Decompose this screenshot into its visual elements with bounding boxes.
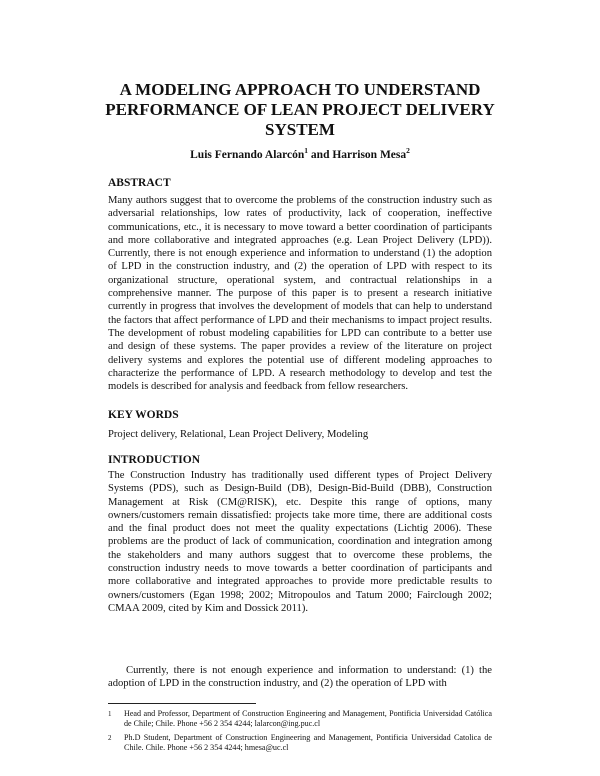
abstract-text: Many authors suggest that to overcome the problems of the construction industry such as adversarial relationships, low rates of productivity, lack of cooperation, ineffective communications, etc., it is necessary to move toward a better coordination of participants and more collaborative and integrated approaches (e.g. Lean Project Delivery (LPD)). Currently, there is not enough experience and information to understand (1) the adoption of LPD in the construction industry, and (2) the operation of LPD with respect to its organizational structure, operational system, and contractual relationships in a comprehensive manner. The purpose of this paper is to present a research initiative currently in progress that involves the development of models that can help to understand the factors that affect performance of LPD and their mechanisms to impact project results. The development of robust modeling capabilities for LPD can contribute to a better use and design of these systems. The paper provides a review of the literature on project delivery systems and explores the potential use of different modeling approaches to characterize the performance of LPD. A research methodology to develop and test the models is described for analysis and feedback from fellow researchers. bbox=[108, 195, 492, 393]
footnote-2-mark: 2 bbox=[108, 734, 112, 742]
footnote-2 bbox=[108, 733, 492, 753]
footnote-1 bbox=[108, 709, 492, 729]
introduction-heading: INTRODUCTION bbox=[108, 454, 201, 466]
abstract-heading: ABSTRACT bbox=[108, 177, 171, 189]
keywords-text: Project delivery, Relational, Lean Project Delivery, Modeling bbox=[108, 429, 369, 440]
footnote-1-text: Head and Professor, Department of Construction Engineering and Management, Pontificia Universidad Católica de Chile; Chile. Phone +56 2 354 4244; lalarcon@ing.puc.cl bbox=[124, 709, 492, 729]
author-conjunction: and bbox=[308, 148, 333, 161]
author-line bbox=[90, 146, 510, 161]
paper-title: A MODELING APPROACH TO UNDERSTAND PERFORMANCE OF LEAN PROJECT DELIVERY SYSTEM bbox=[105, 80, 495, 139]
keywords-heading: KEY WORDS bbox=[108, 409, 179, 421]
introduction-paragraph-1: The Construction Industry has traditionally used different types of Project Delivery Systems (PDS), such as Design-Build (DB), Design-Bid-Build (DBB), Construction Management at Risk (CM@RISK), etc. Despite this range of options, many owners/customers remain dissatisfied: projects take more time, there are additional costs and the final product does not meet the quality expectations (Lichtig 2006). These problems are the product of lack of communication, coordination and integration among the stakeholders and many authors suggest that to overcome these problems, the construction industry needs to move towards a better coordination of participants and more collaborative and integrated approaches to provide more predictable results to owners/customers (Egan 1998; 2002; Mitropoulos and Tatum 2000; Fairclough 2002; CMAA 2009, cited by Kim and Dossick 2011). bbox=[108, 470, 492, 614]
author-2-name: Harrison Mesa bbox=[332, 148, 407, 161]
footnote-separator bbox=[108, 703, 256, 704]
footnote-2-text: Ph.D Student, Department of Construction Engineering and Management, Pontificia Universidad Catolica de Chile. Chile. Phone +56 2 354 4244; hmesa@uc.cl bbox=[124, 733, 492, 753]
author-2-footnote-mark: 2 bbox=[406, 146, 410, 155]
footnote-1-mark: 1 bbox=[108, 710, 112, 718]
introduction-paragraph-2: Currently, there is not enough experience and information to understand: (1) the adoption of LPD in the construction industry, and (2) the operation of LPD with bbox=[108, 665, 492, 690]
author-1-name: Luis Fernando Alarcón bbox=[190, 148, 305, 161]
author-1-footnote-mark: 1 bbox=[304, 146, 309, 155]
